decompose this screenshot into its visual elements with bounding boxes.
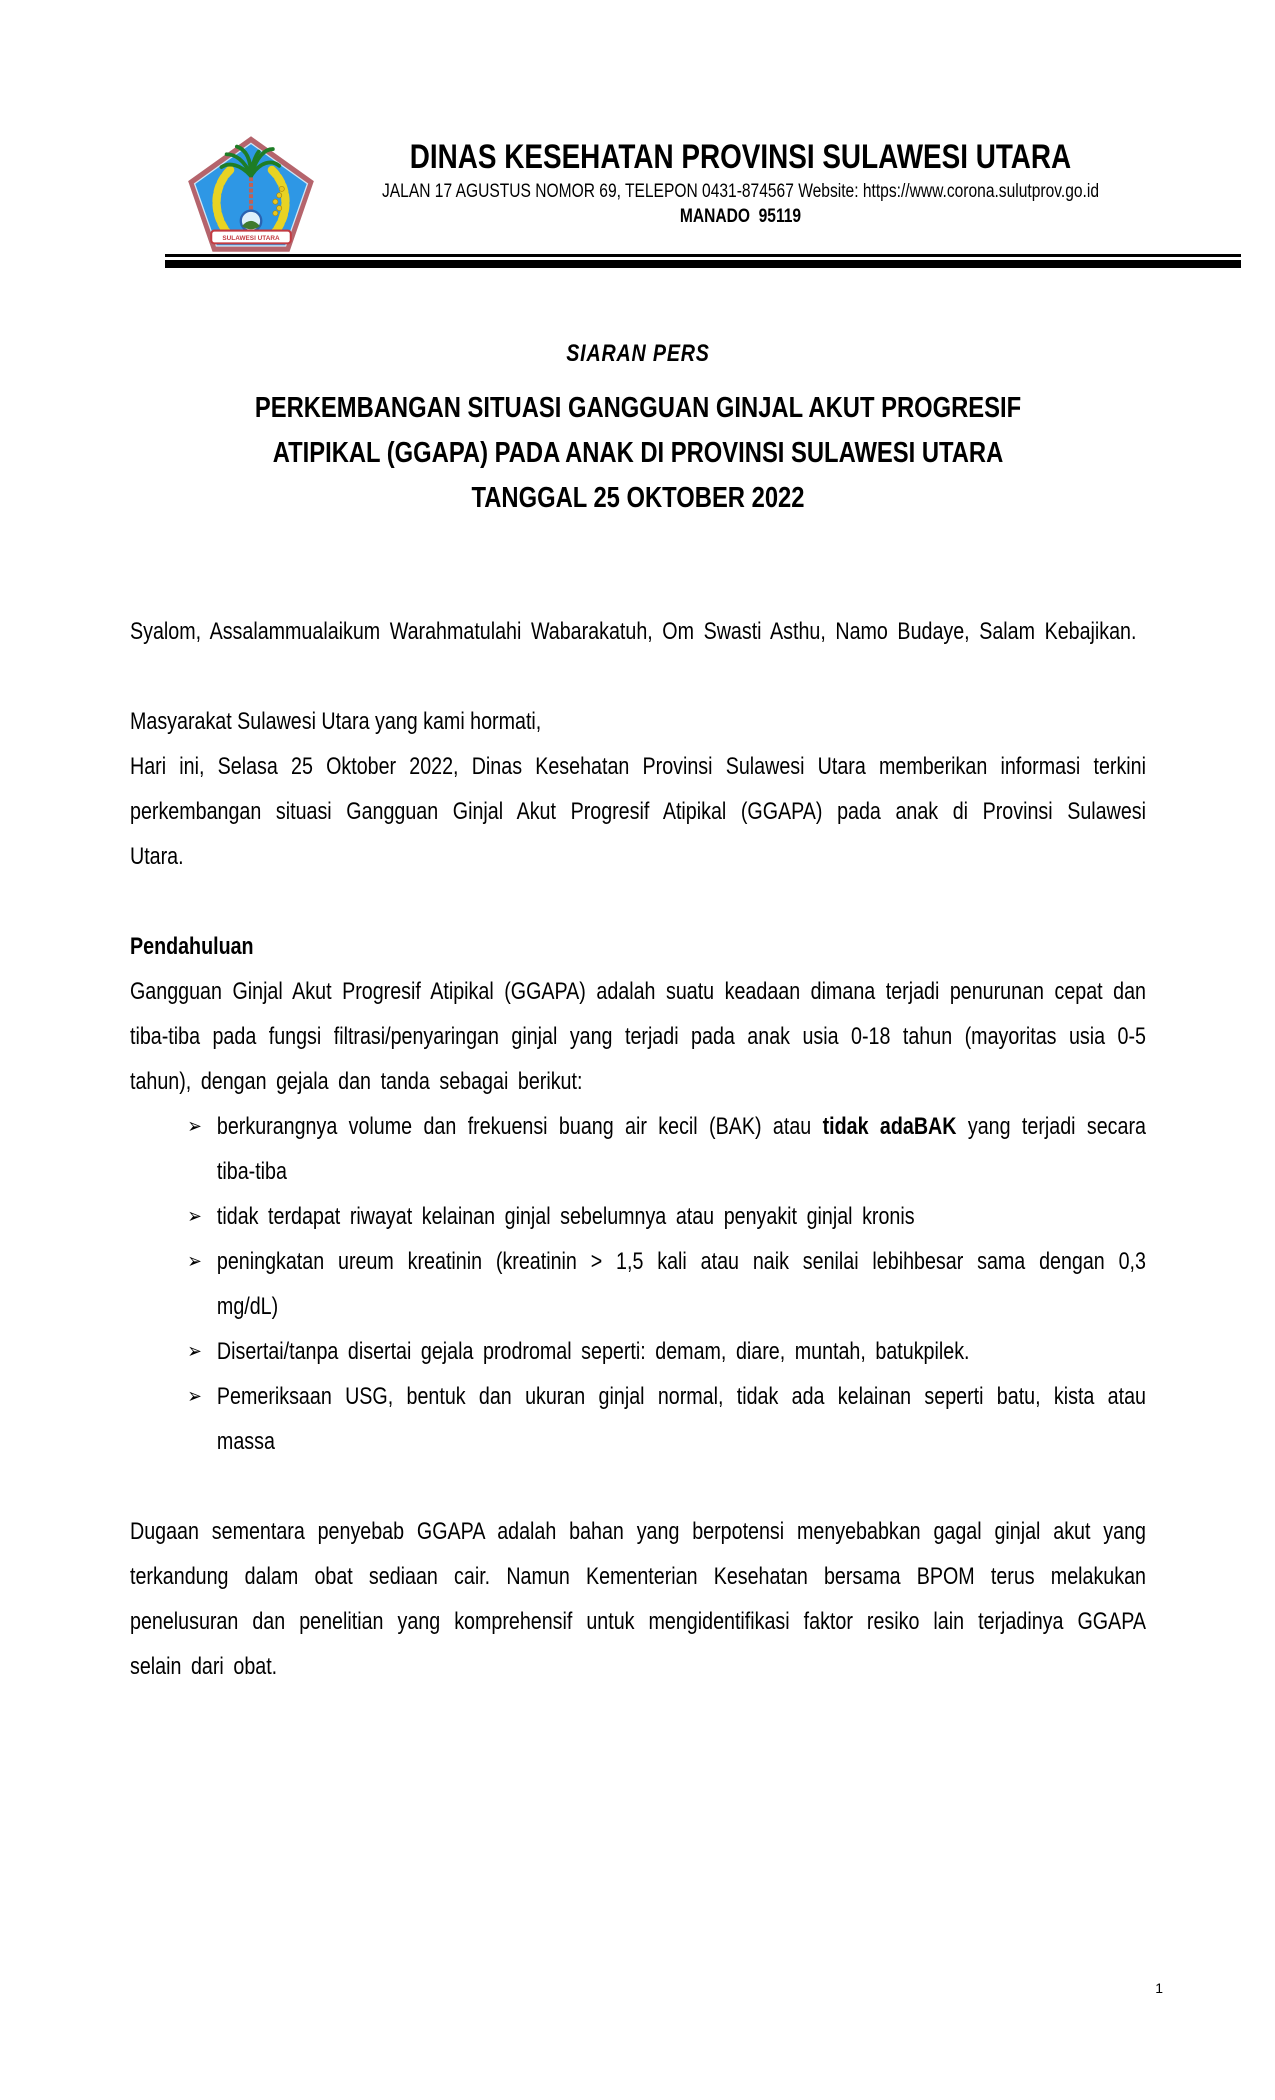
closing-paragraph: Dugaan sementara penyebab GGAPA adalah bahan yang berpotensi menyebabkan gagal ginjal akut yang terkandung dalam obat sediaan cair. Namun Kementerian Kesehatan bersama BPOM terus melakukan penelusuran dan penelitian yang komprehensif untuk mengidentifikasi faktor resiko lain terjadinya GGAPA selain dari obat. xyxy=(130,1518,1146,1680)
list-item: ➢ tidak terdapat riwayat kelainan ginjal sebelumnya atau penyakit ginjal kronis xyxy=(187,1194,1146,1239)
page-number: 1 xyxy=(1155,1980,1163,1996)
intro-paragraph: Hari ini, Selasa 25 Oktober 2022, Dinas Kesehatan Provinsi Sulawesi Utara memberikan informasi terkini perkembangan situasi Gangguan Ginjal Akut Progresif Atipikal (GGAPA) pada anak di Provinsi Sulawesi Utara. xyxy=(130,753,1146,870)
agency-name: DINAS KESEHATAN PROVINSI SULAWESI UTARA xyxy=(409,138,1072,176)
sulawesi-utara-emblem-logo xyxy=(185,135,317,253)
title-line-1: PERKEMBANGAN SITUASI GANGGUAN GINJAL AKUT PROGRESIF xyxy=(254,392,1022,424)
arrow-bullet-icon: ➢ xyxy=(187,1250,202,1273)
document-title xyxy=(130,386,1146,521)
divider-thin-line xyxy=(165,254,1241,257)
symptom-list xyxy=(130,1104,1146,1464)
title-line-2: ATIPIKAL (GGAPA) PADA ANAK DI PROVINSI SULAWESI UTARA xyxy=(272,437,1004,469)
agency-address: JALAN 17 AGUSTUS NOMOR 69, TELEPON 0431-874567 Website: https://www.corona.sulutprov.go.id xyxy=(381,181,1099,202)
list-item: ➢ berkurangnya volume dan frekuensi buang air kecil (BAK) atau tidak adaBAK yang terjadi secara tiba-tiba xyxy=(187,1104,1146,1194)
pentagon-emblem-icon xyxy=(185,135,317,253)
agency-city-postcode: MANADO 95119 xyxy=(679,206,802,227)
greeting-paragraph: Syalom, Assalammualaikum Warahmatulahi Wabarakatuh, Om Swasti Asthu, Namo Budaye, Salam Kebajikan. xyxy=(130,618,1137,645)
document-body xyxy=(130,340,1146,1689)
letterhead-text xyxy=(335,138,1146,228)
arrow-bullet-icon: ➢ xyxy=(187,1340,202,1363)
letterhead-divider xyxy=(165,254,1241,268)
arrow-bullet-icon: ➢ xyxy=(187,1115,202,1138)
title-line-3: TANGGAL 25 OKTOBER 2022 xyxy=(471,482,805,514)
list-item: ➢ Disertai/tanpa disertai gejala prodromal seperti: demam, diare, muntah, batukpilek. xyxy=(187,1329,1146,1374)
list-item: ➢ peningkatan ureum kreatinin (kreatinin > 1,5 kali atau naik senilai lebihbesar sama dengan 0,3 mg/dL) xyxy=(187,1239,1146,1329)
section-intro-paragraph: Gangguan Ginjal Akut Progresif Atipikal (GGAPA) adalah suatu keadaan dimana terjadi penurunan cepat dan tiba-tiba pada fungsi filtrasi/penyaringan ginjal yang terjadi pada anak usia 0-18 tahun (mayoritas usia 0-5 tahun), dengan gejala dan tanda sebagai berikut: xyxy=(130,978,1146,1095)
arrow-bullet-icon: ➢ xyxy=(187,1385,202,1408)
arrow-bullet-icon: ➢ xyxy=(187,1205,202,1228)
section-heading-pendahuluan: Pendahuluan xyxy=(130,933,254,960)
emblem-banner-text: SULAWESI UTARA xyxy=(222,234,280,242)
list-item: ➢ Pemeriksaan USG, bentuk dan ukuran ginjal normal, tidak ada kelainan seperti batu, kista atau massa xyxy=(187,1374,1146,1464)
press-release-kicker: SIARAN PERS xyxy=(566,340,710,367)
divider-thick-line xyxy=(165,260,1241,268)
salutation-line: Masyarakat Sulawesi Utara yang kami hormati, xyxy=(130,708,542,735)
